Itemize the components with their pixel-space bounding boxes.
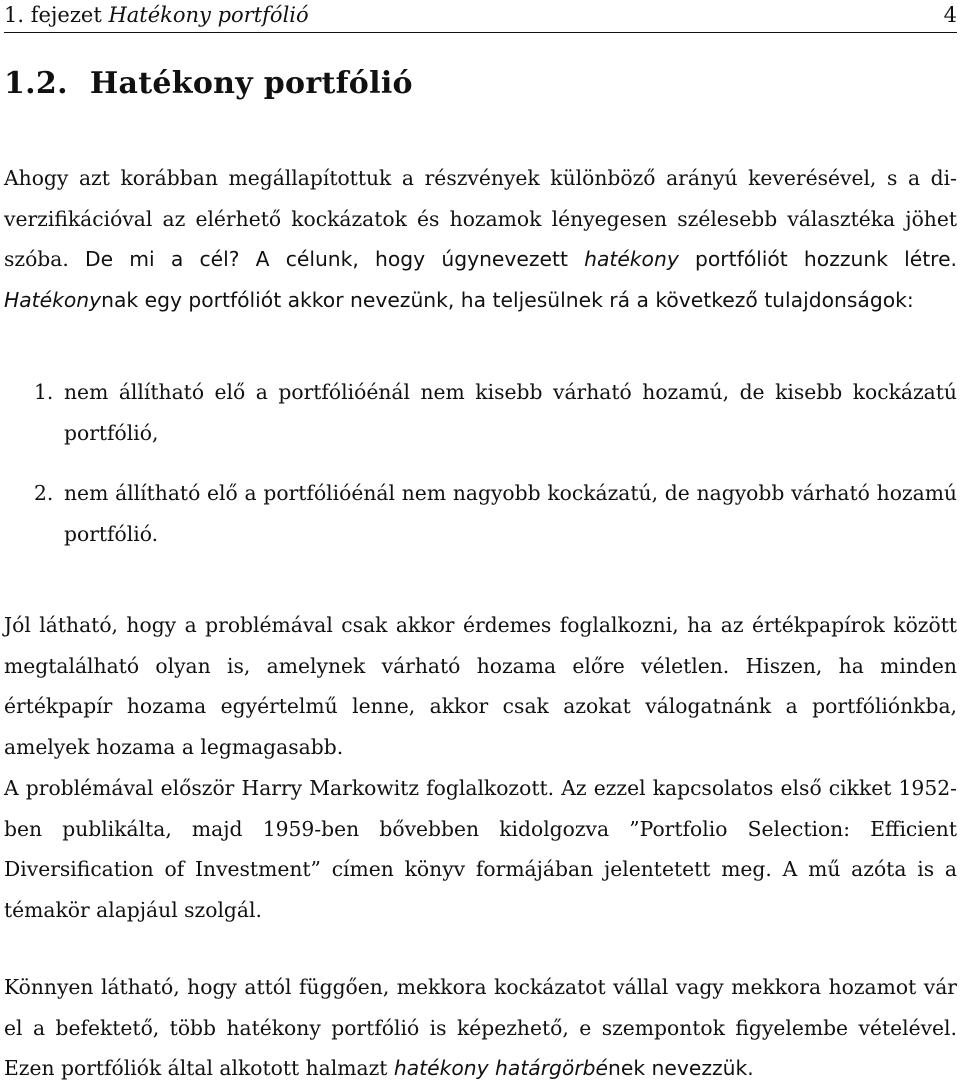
chapter-title: Hatékony portfólió [108, 3, 309, 27]
list-marker: 2. [34, 481, 54, 505]
intro-text-3: portfóliót hozzunk létre. [678, 247, 957, 271]
property-list-item-2 [34, 473, 957, 554]
list-marker: 1. [34, 380, 54, 404]
intro-emphasis-1: hatékony [584, 247, 679, 271]
list-item [34, 372, 957, 453]
intro-emphasis-2: Hatékony [4, 287, 102, 312]
header-rule [4, 32, 957, 33]
frontier-text-2: nek nevezzük. [608, 1056, 754, 1080]
running-header [4, 2, 957, 30]
page-number: 4 [943, 3, 957, 27]
frontier-emphasis: hatékony határgörbé [393, 1056, 609, 1080]
section-title-text: Hatékony portfólió [89, 66, 413, 101]
list-item [34, 473, 957, 554]
paragraph-frontier [4, 967, 957, 1089]
paragraph-markowitz: A problémával először Harry Markowitz foglalkozott. Az ezzel kapcsolatos első cikket 1952-ben publikálta, majd 1959-ben bővebben kidolgozva ”Portfolio Selection: Efficient Diversification of Investment” címen könyv formájában jelentetett meg. A mű azóta is a témakör alapjául szolgál. [4, 776, 957, 922]
section-number: 1.2. [4, 66, 68, 101]
frontier-text-1: Könnyen látható, hogy attól függően, mekkora kockázatot vállal vagy mekkora hozamot vár el a befektető, több hatékony portfólió is képezhető, e szempontok figyelembe vételével. Ezen portfóliók által alkotott halmazt [4, 975, 957, 1080]
section-heading [4, 66, 413, 102]
chapter-prefix: 1. fejezet [4, 3, 102, 27]
list-item-text: nem állítható elő a portfólióénál nem nagyobb kockázatú, de nagyobb várható hozamú portfólió. [64, 481, 957, 546]
property-list-item-1 [34, 372, 957, 453]
intro-text-2: De mi a cél? A célunk, hogy úgynevezett [85, 247, 585, 271]
intro-text-4: nak egy portfóliót akkor nevezünk, ha teljesülnek rá a következő tulajdonságok: [101, 287, 914, 312]
paragraph-uncertainty: Jól látható, hogy a problémával csak akkor érdemes foglalkozni, ha az értékpapírok között megtalálható olyan is, amelynek várható hozama előre véletlen. Hiszen, ha minden értékpapír hozama egyértelmű lenne, akkor csak azokat válogatnánk a portfóliónkba, amelyek hozama a legmagasabb. [4, 613, 957, 759]
intro-text-1: Ahogy azt korábban megállapítottuk a részvények különböző arányú keverésével, s a diverzifikációval az elérhető kockázatok és hozamok lényegesen szélesebb választéka jöhet szóba. [4, 166, 957, 271]
intro-paragraph [4, 158, 957, 320]
running-header-chapter [4, 2, 309, 28]
list-item-text: nem állítható elő a portfólióénál nem kisebb várható hozamú, de kisebb kockázatú portfólió, [64, 380, 957, 445]
